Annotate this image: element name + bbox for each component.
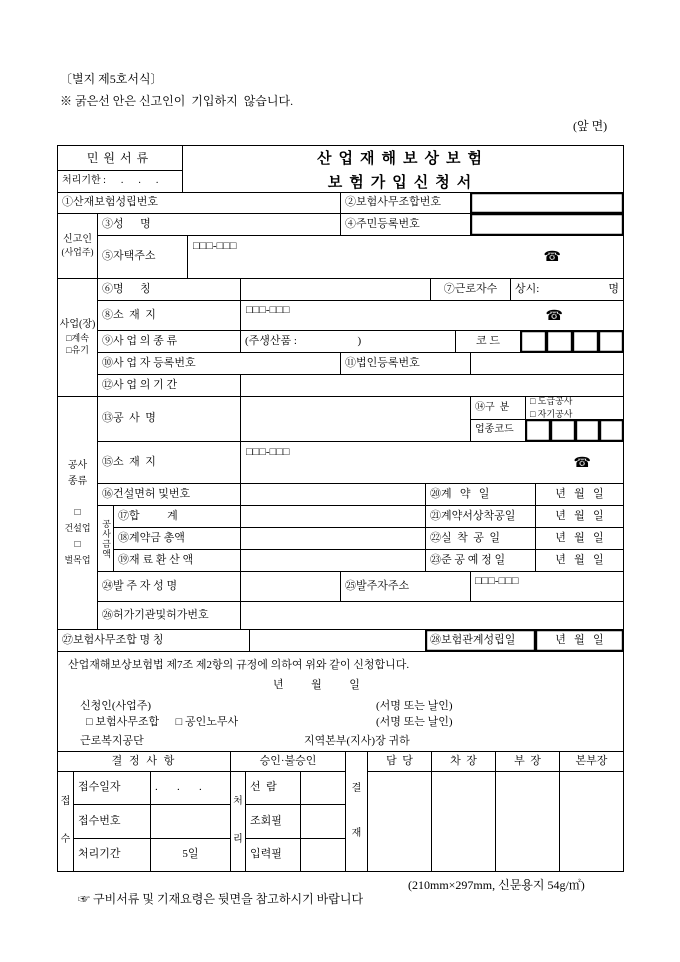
applicant-block <box>58 214 624 279</box>
declaration-applicant: 신청인(사업주) <box>80 700 152 712</box>
relation-date-value: 년 월 일 <box>536 630 624 652</box>
decision-header: 결 정 사 항 <box>58 752 231 772</box>
material-amount-label: ⑲재 료 환 산 액 <box>114 550 241 572</box>
recipient-line: 지역본부(지사)장 귀하 <box>304 735 410 747</box>
declaration-statement: 산업재해보상보험법 제7조 제2항의 규정에 의하여 위와 같이 신청합니다. <box>68 659 410 671</box>
declaration-date-line: 년 월 일 <box>273 679 360 691</box>
business-block <box>58 279 624 397</box>
agent-options: □ 보험사무조합 □ 공인노무사 <box>86 716 239 728</box>
contract-date-label: ⑳계 약 일 <box>426 484 536 506</box>
work-name-label: ⑬공 사 명 <box>98 397 241 442</box>
union-row <box>58 630 624 652</box>
name-label: ③성 명 <box>98 214 341 236</box>
orderer-name-label: ㉔발 주 자 성 명 <box>98 572 241 602</box>
fill-notice: ※ 굵은선 안은 신고인이 기입하지 않습니다. <box>60 94 294 108</box>
business-period-label: ⑫사 업 의 기 간 <box>98 375 241 397</box>
inquiry-value-box <box>301 805 346 838</box>
resident-no-label: ④주민등록번호 <box>341 214 471 236</box>
business-address-value <box>241 301 624 331</box>
declaration-cell <box>58 652 624 752</box>
main-product-label: (주생산품 : ) <box>241 331 456 353</box>
position-header-chajang: 차 장 <box>432 752 496 772</box>
doc-start-date-value: 년 월 일 <box>536 506 624 528</box>
code-box-2 <box>547 331 573 353</box>
business-reg-no-label: ⑩사 업 자 등록번호 <box>98 353 341 375</box>
completion-date-label: ㉓준 공 예 정 일 <box>426 550 536 572</box>
corp-no-label: ⑪법인등록번호 <box>341 353 471 375</box>
approve-header: 승인·불승인 <box>231 752 346 772</box>
deadline-cell: 처리기한 : . . . <box>58 171 183 193</box>
actual-start-date-label: ㉒실 착 공 일 <box>426 528 536 550</box>
sign-note-2: (서명 또는 날인) <box>376 716 453 728</box>
corp-no-value <box>471 353 624 375</box>
business-name-label: ⑥명 칭 <box>98 279 241 301</box>
completion-date-value: 년 월 일 <box>536 550 624 572</box>
contract-amount-value <box>241 528 426 550</box>
site-address-value <box>241 442 624 484</box>
license-label: ⑯건설면허 및번호 <box>98 484 241 506</box>
union-no-value-box <box>471 193 624 214</box>
footer-note: ☞ 구비서류 및 기재요령은 뒷면을 참고하시기 바랍니다 <box>78 892 364 907</box>
union-name-label: ㉗보험사무조합 명 칭 <box>58 630 250 652</box>
home-address-value <box>188 236 624 279</box>
relation-date-label: ㉘보험관계성립일 <box>426 630 536 652</box>
license-value <box>241 484 426 506</box>
form-code: 〔별지 제5호서식〕 <box>60 72 163 86</box>
code-box-4 <box>599 331 624 353</box>
doc-start-date-label: ㉑계약서상착공일 <box>426 506 536 528</box>
org-name: 근로복지공단 <box>80 735 144 747</box>
insurance-no-label: ①산재보험성립번호 <box>58 193 341 214</box>
form-title <box>183 146 624 193</box>
position-header-damdang: 담 당 <box>368 752 432 772</box>
signature-cell-1 <box>368 772 432 872</box>
resident-no-value-box <box>471 214 624 236</box>
receipt-no-label: 접수번호 <box>74 805 151 838</box>
phone-icon: ☎ <box>573 456 591 471</box>
receipt-vertical-label: 접 수 <box>58 772 74 872</box>
business-group-label: 사업(장) □계속 □유기 <box>58 279 98 397</box>
code-box-1 <box>521 331 547 353</box>
workers-value: 상시: 명 <box>511 279 624 301</box>
applicant-group-label: 신고인 (사업주) <box>58 214 98 279</box>
preview-value-box <box>301 772 346 805</box>
preview-label: 선 람 <box>246 772 301 805</box>
industry-code-box-1 <box>526 420 551 442</box>
postal-code-boxes: □□□-□□□ <box>246 304 290 316</box>
position-header-bujang: 부 장 <box>496 752 560 772</box>
business-period-value <box>241 375 624 397</box>
category-option-jagi: □ 자기공사 <box>530 408 573 419</box>
postal-code-boxes: □□□-□□□ <box>475 575 519 587</box>
workers-label: ⑦근로자수 <box>431 279 511 301</box>
receipt-no-value <box>151 805 231 838</box>
title-row <box>58 146 624 193</box>
postal-code-boxes: □□□-□□□ <box>193 240 237 252</box>
declaration-area <box>58 652 624 752</box>
processing-period-value: 5일 <box>151 839 231 872</box>
material-amount-value <box>241 550 426 572</box>
orderer-name-value <box>241 572 341 602</box>
orderer-address-label: ㉕발주자주소 <box>341 572 471 602</box>
contract-date-value: 년 월 일 <box>536 484 624 506</box>
signature-cell-3 <box>496 772 560 872</box>
input-value-box <box>301 839 346 872</box>
category-option-dogeup: □ 도급공사 <box>530 397 573 407</box>
receipt-date-label: 접수일자 <box>74 772 151 805</box>
input-label: 입력필 <box>246 839 301 872</box>
checkbox-icon: □ <box>74 538 81 550</box>
code-label: 코 드 <box>456 331 521 353</box>
business-address-label: ⑧소 재 지 <box>98 301 241 331</box>
process-vertical-label: 처 리 <box>231 772 246 872</box>
doc-class-cell: 민원서류 <box>58 146 183 171</box>
business-type-label: ⑨사 업 의 종 류 <box>98 331 241 353</box>
signature-cell-4 <box>560 772 624 872</box>
paper-spec: (210mm×297mm, 신문용지 54g/㎡) <box>408 878 585 892</box>
application-form-table <box>57 145 624 872</box>
postal-code-boxes: □□□-□□□ <box>246 446 290 458</box>
total-amount-label: ⑰합 계 <box>114 506 241 528</box>
pointing-hand-icon: ☞ <box>78 892 91 907</box>
phone-icon: ☎ <box>543 250 561 265</box>
industry-code-box-3 <box>576 420 600 442</box>
site-address-label: ⑮소 재 지 <box>98 442 241 484</box>
approval-table <box>58 752 624 872</box>
category-label: ⑭구 분 <box>471 397 526 420</box>
construction-block <box>58 397 624 630</box>
permit-label: ㉖허가기관및허가번호 <box>98 602 241 630</box>
orderer-address-value <box>471 572 624 602</box>
position-header-bonbujang: 본부장 <box>560 752 624 772</box>
union-name-value <box>250 630 426 652</box>
code-box-3 <box>573 331 599 353</box>
form-title-line1: 산업재해보상보험 <box>317 150 489 167</box>
category-options <box>526 397 624 420</box>
work-name-value <box>241 397 471 442</box>
signature-cell-2 <box>432 772 496 872</box>
industry-code-label: 업종코드 <box>471 420 526 442</box>
permit-value <box>241 602 624 630</box>
checkbox-icon: □ <box>74 506 81 518</box>
sign-vertical-label: 결 재 <box>346 752 368 872</box>
industry-code-box-2 <box>551 420 576 442</box>
actual-start-date-value: 년 월 일 <box>536 528 624 550</box>
insurance-no-row <box>58 193 624 214</box>
receipt-date-value: . . . <box>151 772 231 805</box>
processing-period-label: 처리기간 <box>74 839 151 872</box>
page-side-label: (앞 면) <box>573 119 608 133</box>
home-address-label: ⑤자택주소 <box>98 236 188 279</box>
total-amount-value <box>241 506 426 528</box>
inquiry-label: 조회필 <box>246 805 301 838</box>
contract-amount-label: ⑱계약금 총액 <box>114 528 241 550</box>
form-title-line2: 보험가입신청서 <box>327 174 479 191</box>
industry-code-box-4 <box>600 420 624 442</box>
phone-icon: ☎ <box>545 309 563 324</box>
union-no-label: ②보험사무조합번호 <box>341 193 471 214</box>
money-group-label: 공사금액 <box>98 506 114 572</box>
business-name-value <box>241 279 431 301</box>
construction-group-label: 공사 종류 □ 건설업 □ 벌목업 <box>58 397 98 630</box>
sign-note-1: (서명 또는 날인) <box>376 700 453 712</box>
